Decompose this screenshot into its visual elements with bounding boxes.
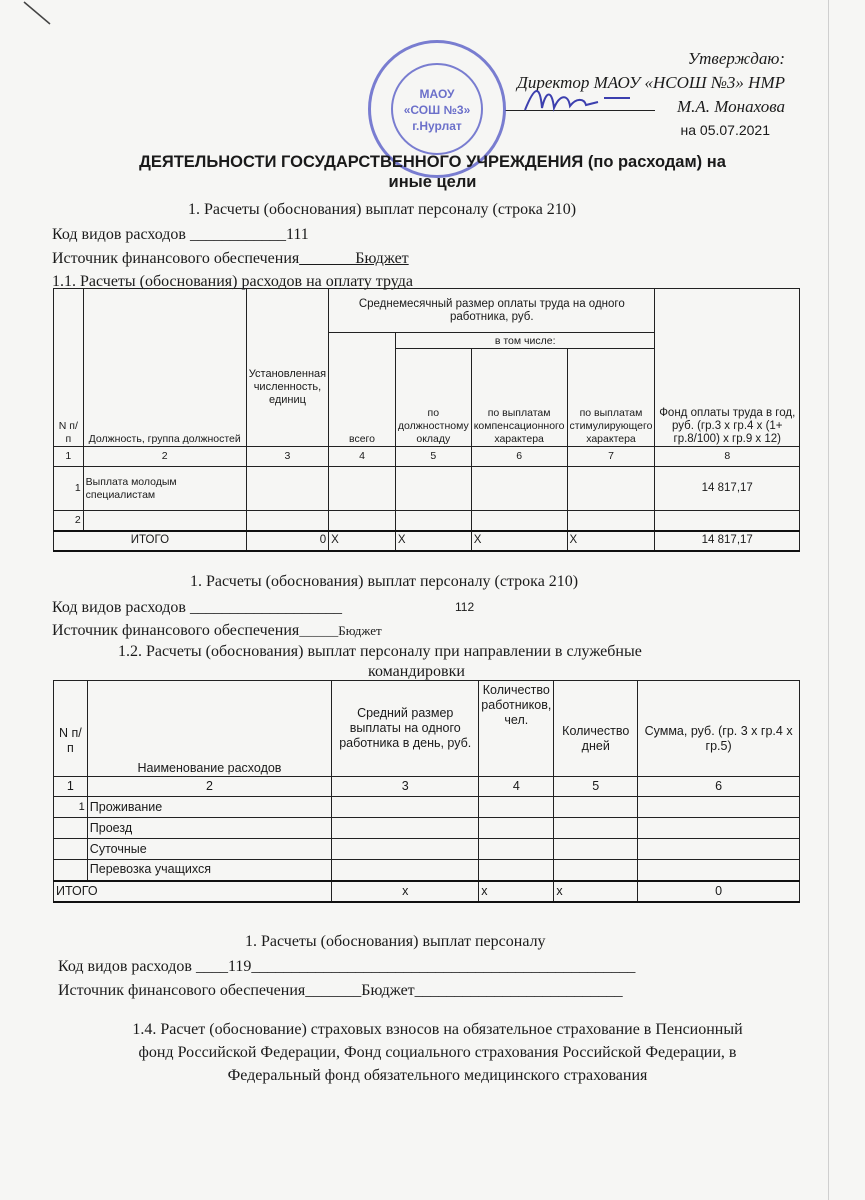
- table-row: [54, 839, 800, 860]
- approval-date: на 05.07.2021: [680, 122, 770, 138]
- total-x2: х: [479, 881, 554, 902]
- col-num-1: 1: [54, 777, 88, 797]
- total-fund: 14 817,17: [655, 531, 800, 551]
- total-row: [54, 881, 800, 902]
- th-name: Наименование расходов: [87, 681, 331, 777]
- total-x1: х: [332, 881, 479, 902]
- total-x3: х: [554, 881, 638, 902]
- section3-source: [58, 981, 623, 1001]
- row-name: [83, 511, 246, 531]
- th-total: всего: [329, 333, 396, 447]
- col-num-1: 1: [54, 447, 84, 467]
- th-count: Установленная численность, единиц: [246, 289, 328, 447]
- th-comp: по выплатам компенсационного характера: [471, 349, 567, 447]
- section1-source-value: _______Бюджет: [299, 250, 409, 267]
- section1-code-label: Код видов расходов ____________: [52, 226, 286, 243]
- col-num-4: 4: [329, 447, 396, 467]
- table-row: [54, 467, 800, 511]
- th-fund: Фонд оплаты труда в год, руб. (гр.3 x гр.4 x (1+ гр.8/100) x гр.9 x 12): [655, 289, 800, 447]
- section3-code: [58, 957, 635, 977]
- th-num: N п/п: [54, 681, 88, 777]
- total-sum: 0: [638, 881, 800, 902]
- th-workers: Количество работников, чел.: [479, 681, 554, 777]
- section3-source-value: _______Бюджет__________________________: [305, 982, 623, 999]
- paragraph-line-3: Федеральный фонд обязательного медицинского страхования: [227, 1067, 648, 1084]
- heading-line-2: иные цели: [388, 173, 477, 191]
- section2-code-value: 112: [455, 600, 475, 614]
- signature: [520, 80, 640, 120]
- row-name: Суточные: [87, 839, 331, 860]
- col-num-3: 3: [332, 777, 479, 797]
- row-name: Проживание: [87, 797, 331, 818]
- row-name: Проезд: [87, 818, 331, 839]
- row-num: 1: [54, 797, 88, 818]
- col-num-8: 8: [655, 447, 800, 467]
- table-row: [54, 797, 800, 818]
- section2-table-title-2: командировки: [368, 663, 465, 680]
- table-row: [54, 818, 800, 839]
- col-num-4: 4: [479, 777, 554, 797]
- section1-code-value: 111: [285, 226, 309, 243]
- section1-source: [52, 249, 409, 269]
- total-label: ИТОГО: [54, 531, 247, 551]
- approval-label: Утверждаю:: [687, 49, 785, 68]
- salary-table: [53, 288, 800, 552]
- th-avg: Среднемесячный размер оплаты труда на одного работника, руб.: [329, 289, 655, 333]
- col-num-5: 5: [395, 447, 471, 467]
- th-sum: Сумма, руб. (гр. 3 x гр.4 x гр.5): [638, 681, 800, 777]
- row-num: 2: [54, 511, 84, 531]
- section3-paragraph: [40, 1018, 835, 1087]
- col-num-6: 6: [471, 447, 567, 467]
- paragraph-line-1: 1.4. Расчет (обоснование) страховых взносов на обязательное страхование в Пенсионный: [132, 1021, 743, 1038]
- row-name: Выплата молодым специалистам: [83, 467, 246, 511]
- total-x3: X: [471, 531, 567, 551]
- col-num-3: 3: [246, 447, 328, 467]
- total-row: [54, 531, 800, 551]
- stamp-line-2: «СОШ №3»: [403, 103, 471, 117]
- th-salary: по должностному окладу: [395, 349, 471, 447]
- section3-source-label: Источник финансового обеспечения: [58, 982, 306, 999]
- th-position: Должность, группа должностей: [83, 289, 246, 447]
- th-days: Количество дней: [554, 681, 638, 777]
- approval-position: Директор МАОУ «НСОШ №3» НМР: [517, 73, 785, 92]
- section2-title: 1. Расчеты (обоснования) выплат персоналу (строка 210): [190, 573, 579, 590]
- section1-title: 1. Расчеты (обоснования) выплат персоналу (строка 210): [188, 201, 577, 218]
- section2-code-label: Код видов расходов ___________________: [52, 599, 342, 616]
- section2-table-title-1: 1.2. Расчеты (обоснования) выплат персоналу при направлении в служебные: [118, 643, 642, 660]
- page-edge: [828, 0, 829, 1200]
- total-x2: X: [395, 531, 471, 551]
- col-num-5: 5: [554, 777, 638, 797]
- col-num-2: 2: [83, 447, 246, 467]
- stamp-line-1: МАОУ: [419, 87, 455, 101]
- total-x4: X: [567, 531, 655, 551]
- col-num-7: 7: [567, 447, 655, 467]
- paragraph-line-2: фонд Российской Федерации, Фонд социального страхования Российской Федерации, в: [138, 1044, 737, 1061]
- th-num: N п/п: [54, 289, 84, 447]
- section1-table-title: 1.1. Расчеты (обоснования) расходов на оплату труда: [52, 273, 413, 290]
- section3-code-value: 119________________________________________________: [227, 958, 636, 975]
- document-heading: [40, 152, 825, 192]
- col-num-6: 6: [638, 777, 800, 797]
- heading-line-1: ДЕЯТЕЛЬНОСТИ ГОСУДАРСТВЕННОГО УЧРЕЖДЕНИЯ (по расходам) на: [139, 153, 726, 171]
- section3-title: 1. Расчеты (обоснования) выплат персоналу: [245, 933, 546, 950]
- scan-mark: [20, 0, 60, 30]
- stamp-line-3: г.Нурлат: [412, 119, 462, 133]
- section2-source: [52, 621, 382, 641]
- travel-table: [53, 680, 800, 903]
- row-fund: [655, 511, 800, 531]
- row-fund: 14 817,17: [655, 467, 800, 511]
- section1-code: [52, 225, 309, 245]
- th-stim: по выплатам стимулирующего характера: [567, 349, 655, 447]
- row-num: 1: [54, 467, 84, 511]
- table-row: [54, 511, 800, 531]
- total-x1: X: [329, 531, 396, 551]
- table-row: [54, 860, 800, 881]
- section3-code-label: Код видов расходов ____: [58, 958, 228, 975]
- approval-name: М.А. Монахова: [676, 97, 785, 116]
- total-label: ИТОГО: [54, 881, 332, 902]
- th-including: в том числе:: [395, 333, 655, 349]
- section2-code: [52, 598, 342, 618]
- row-name: Перевозка учащихся: [87, 860, 331, 881]
- th-avg: Средний размер выплаты на одного работника в день, руб.: [332, 681, 479, 777]
- section2-source-value: ______Бюджет: [299, 623, 382, 638]
- section1-source-label: Источник финансового обеспечения: [52, 250, 300, 267]
- total-count: 0: [246, 531, 328, 551]
- section2-source-label: Источник финансового обеспечения: [52, 622, 300, 639]
- col-num-2: 2: [87, 777, 331, 797]
